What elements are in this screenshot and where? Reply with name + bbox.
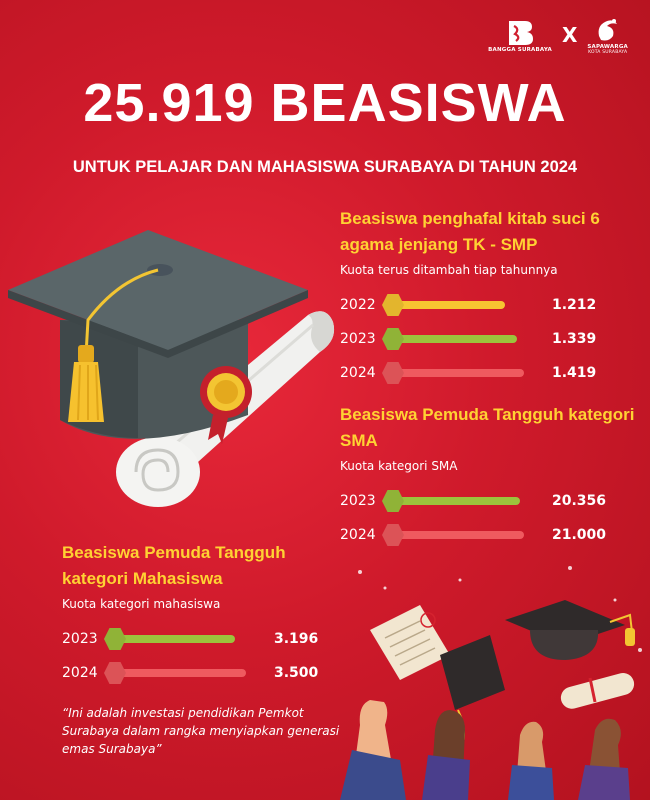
sapawarga-logo-subtext: KOTA SURABAYA	[588, 50, 628, 55]
value-label: 20.356	[552, 493, 607, 509]
section-note: Kuota terus ditambah tiap tahunnya	[340, 263, 558, 277]
value-label: 1.419	[552, 365, 597, 381]
bar-mark	[394, 301, 505, 309]
bar-mark-group	[104, 628, 264, 650]
year-label: 2023	[62, 631, 98, 647]
bar-mark	[394, 335, 517, 343]
value-label: 3.500	[274, 665, 319, 681]
bar-mark-group	[382, 328, 542, 350]
flying-cap-icon-2	[505, 600, 635, 660]
graduation-cap-icon	[8, 230, 308, 439]
hexagon-marker-icon	[104, 628, 126, 650]
celebration-hands-illustration	[340, 560, 650, 800]
year-label: 2023	[340, 331, 376, 347]
bar-row	[340, 521, 640, 549]
scholarship-section-scripture	[340, 206, 640, 393]
hexagon-marker-icon	[382, 294, 404, 316]
bar-mark	[394, 531, 524, 539]
value-label: 21.000	[552, 527, 607, 543]
scholarship-section-sma	[340, 402, 640, 555]
section-note: Kuota kategori SMA	[340, 459, 458, 473]
section-title: Beasiswa penghafal kitab suci 6 agama jenjang TK - SMP	[340, 209, 600, 254]
hexagon-marker-icon	[382, 524, 404, 546]
bar-mark	[116, 669, 246, 677]
section-title: Beasiswa Pemuda Tangguh kategori Mahasiswa	[62, 543, 286, 588]
raised-hands-icon	[340, 700, 630, 800]
bar-rows	[340, 487, 640, 549]
bar-mark	[116, 635, 235, 643]
exam-paper-icon	[370, 605, 450, 680]
page-title: 25.919 BEASISWA	[83, 73, 567, 133]
logo-separator: X	[561, 23, 578, 47]
bar-mark-group	[104, 662, 264, 684]
year-label: 2024	[62, 665, 98, 681]
hexagon-marker-icon	[382, 490, 404, 512]
year-label: 2023	[340, 493, 376, 509]
logo-group	[488, 14, 628, 56]
bar-row	[340, 291, 640, 319]
bar-row	[62, 625, 342, 653]
value-label: 3.196	[274, 631, 319, 647]
rolled-diploma-icon	[558, 671, 636, 712]
bar-row	[340, 359, 640, 387]
bar-row	[340, 325, 640, 353]
sapawarga-mark-icon	[593, 14, 623, 44]
bar-mark-group	[382, 490, 542, 512]
bangga-surabaya-logo	[488, 17, 552, 53]
bar-mark-group	[382, 524, 542, 546]
section-note: Kuota kategori mahasiswa	[62, 597, 221, 611]
hexagon-marker-icon	[382, 328, 404, 350]
section-title: Beasiswa Pemuda Tangguh kategori SMA	[340, 405, 635, 450]
bar-mark-group	[382, 362, 542, 384]
sapawarga-logo-text: SAPAWARGA	[587, 44, 628, 50]
value-label: 1.339	[552, 331, 597, 347]
bar-mark	[394, 369, 524, 377]
bar-row	[340, 487, 640, 515]
year-label: 2024	[340, 527, 376, 543]
bangga-surabaya-mark-icon	[505, 17, 535, 47]
quote-text: “Ini adalah investasi pendidikan Pemkot Surabaya dalam rangka menyiapkan generasi emas Surabaya”	[62, 706, 340, 756]
bar-rows	[62, 625, 342, 687]
bangga-surabaya-logo-text: BANGGA SURABAYA	[488, 47, 552, 53]
sapawarga-logo	[587, 14, 628, 56]
bar-rows	[340, 291, 640, 387]
hexagon-marker-icon	[382, 362, 404, 384]
year-label: 2024	[340, 365, 376, 381]
page-subtitle: UNTUK PELAJAR DAN MAHASISWA SURABAYA DI TAHUN 2024	[72, 158, 578, 176]
bar-mark-group	[382, 294, 542, 316]
hexagon-marker-icon	[104, 662, 126, 684]
year-label: 2022	[340, 297, 376, 313]
graduation-cap-diploma-illustration	[8, 210, 338, 520]
bar-mark	[394, 497, 520, 505]
scholarship-section-mahasiswa	[62, 540, 342, 693]
value-label: 1.212	[552, 297, 597, 313]
bar-row	[62, 659, 342, 687]
